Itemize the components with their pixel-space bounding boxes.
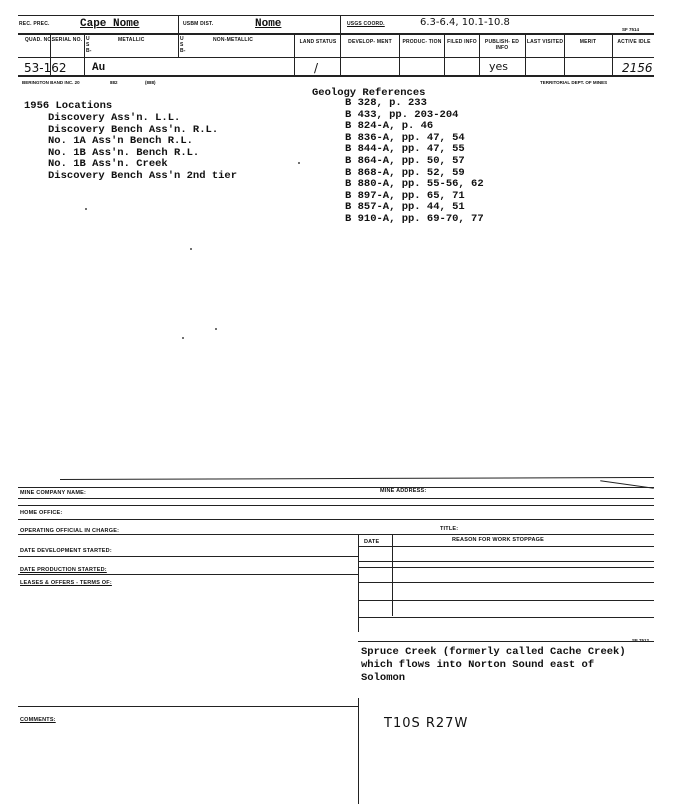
land-status-label: LAND STATUS <box>299 39 337 45</box>
reference-item: B 897-A, pp. 65, 71 <box>345 189 465 202</box>
reference-item: B 433, pp. 203-204 <box>345 108 459 121</box>
printer-code: 882 <box>110 80 118 85</box>
references-list <box>345 98 484 226</box>
development-label: DEVELOP- MENT <box>348 39 392 45</box>
col-divider <box>340 33 341 75</box>
usbm-u2-label: U <box>180 36 184 42</box>
form-number-top: SF 7514 <box>622 27 640 32</box>
header-rule <box>18 33 654 35</box>
reason-stoppage-label: REASON FOR WORK STOPPAGE <box>452 537 544 543</box>
stoppage-rule <box>358 600 654 601</box>
usbm-b-label: B- <box>86 48 92 54</box>
col-divider <box>178 33 179 57</box>
header-rule <box>18 57 654 58</box>
usbm-b2-label: B- <box>180 48 186 54</box>
merit-label: MERIT <box>579 39 597 45</box>
usbm-u-label: U <box>86 36 90 42</box>
col-divider <box>294 33 295 75</box>
dept-label: TERRITORIAL DEPT. OF MINES <box>540 80 608 85</box>
reference-item: B 910-A, pp. 69-70, 77 <box>345 212 484 225</box>
quad-no-label: QUAD. NO. <box>24 37 54 43</box>
usgs-coord-value: 6.3-6.4, 10.1-10.8 <box>420 17 510 28</box>
description-rule <box>358 641 654 642</box>
lower-rule <box>18 534 654 535</box>
rec-prec-value: Cape Nome <box>80 18 140 30</box>
scan-speck <box>215 328 217 330</box>
lower-rule <box>18 498 654 499</box>
mine-company-name-label: MINE COMPANY NAME: <box>20 490 87 496</box>
usbm-s-label: S <box>86 42 90 48</box>
comments-divider <box>358 698 359 804</box>
serial-no-label: SERIAL NO. <box>51 37 83 43</box>
scan-speck <box>182 337 184 339</box>
comments-label: COMMENTS: <box>20 717 56 723</box>
location-item: No. 1B Ass'n. Creek <box>48 158 168 171</box>
production-label: PRODUC- TION <box>402 39 442 45</box>
mine-address-label: MINE ADDRESS: <box>380 488 427 494</box>
usbm-dist-label: USBM DIST. <box>183 21 214 27</box>
reference-item: B 824-A, p. 46 <box>345 120 434 133</box>
stoppage-rule <box>358 582 654 583</box>
reference-item: B 864-A, pp. 50, 57 <box>345 154 465 167</box>
title-label: TITLE: <box>440 526 459 532</box>
scan-speck <box>85 208 87 210</box>
leases-offers-label: LEASES & OFFERS - TERMS OF: <box>20 580 112 586</box>
last-visited-label: LAST VISITED <box>526 39 564 45</box>
lower-rule <box>18 556 358 557</box>
metallic-value: Au <box>92 62 106 74</box>
township-range: T10S R27W <box>384 716 469 731</box>
operating-official-label: OPERATING OFFICIAL IN CHARGE: <box>20 528 120 534</box>
header-top-rule <box>18 15 654 16</box>
lower-rule <box>18 574 358 575</box>
home-office-label: HOME OFFICE: <box>20 510 63 516</box>
reference-item: B 836-A, pp. 47, 54 <box>345 131 465 144</box>
printer-code-2: (888) <box>145 80 156 85</box>
lower-rule <box>18 519 654 520</box>
location-item: Discovery Ass'n. L.L. <box>48 112 181 124</box>
comments-top-rule <box>18 706 358 707</box>
reference-item: B 857-A, pp. 44, 51 <box>345 201 465 214</box>
active-idle-label: ACTIVE IDLE <box>617 39 651 45</box>
location-description: Spruce Creek (formerly called Cache Creek) which flows into Norton Sound east of Solomon <box>361 646 626 684</box>
rec-prec-label: REC. PREC. <box>19 21 50 27</box>
location-item: Discovery Bench Ass'n. R.L. <box>48 123 219 136</box>
published-info-label: PUBLISH- ED INFO <box>484 39 520 51</box>
locations-title: 1956 Locations <box>24 100 113 112</box>
published-info-value: yes <box>489 60 509 73</box>
form-number-bottom: SF 7512 <box>632 638 650 643</box>
header-bottom-rule <box>18 75 654 77</box>
stoppage-rule <box>358 546 654 547</box>
usgs-coord-label: USGS COORD. <box>347 21 385 27</box>
header-divider <box>340 15 341 33</box>
date-col-label: DATE <box>364 539 380 545</box>
reference-item: B 844-A, pp. 47, 55 <box>345 143 465 156</box>
metallic-label: METALLIC <box>118 37 145 43</box>
land-status-value: / <box>314 61 319 75</box>
stoppage-rule <box>358 617 654 618</box>
quad-serial-value: 53-162 <box>24 61 67 75</box>
usbm-dist-value: Nome <box>255 18 282 30</box>
locations-list <box>48 113 237 183</box>
date-development-label: DATE DEVELOPMENT STARTED: <box>20 548 112 554</box>
non-metallic-label: NON-METALLIC <box>213 37 254 43</box>
scan-speck <box>298 162 300 164</box>
reference-item: B 880-A, pp. 55-56, 62 <box>345 178 484 191</box>
scan-speck <box>190 248 192 250</box>
location-item: Discovery Bench Ass'n 2nd tier <box>48 169 238 182</box>
col-divider <box>84 33 85 75</box>
lower-top-rule <box>60 477 654 480</box>
date-production-label: DATE PRODUCTION STARTED: <box>20 567 107 573</box>
reference-item: B 868-A, pp. 52, 59 <box>345 166 465 179</box>
reference-item: B 328, p. 233 <box>345 97 427 109</box>
stoppage-rule <box>358 561 654 562</box>
printer-text: BERINGTON BAND INC. 20 <box>22 80 80 85</box>
usbm-s2-label: S <box>180 42 184 48</box>
lower-rule <box>18 505 654 506</box>
header-divider <box>178 15 179 33</box>
references-title: Geology References <box>312 87 426 99</box>
location-item: No. 1B Ass'n. Bench R.L. <box>48 146 200 159</box>
active-idle-value: 2156 <box>622 61 653 75</box>
location-item: No. 1A Ass'n Bench R.L. <box>48 135 193 148</box>
filed-info-label: FILED INFO <box>447 39 477 45</box>
stoppage-rule <box>358 567 654 568</box>
lower-rule <box>18 487 654 488</box>
